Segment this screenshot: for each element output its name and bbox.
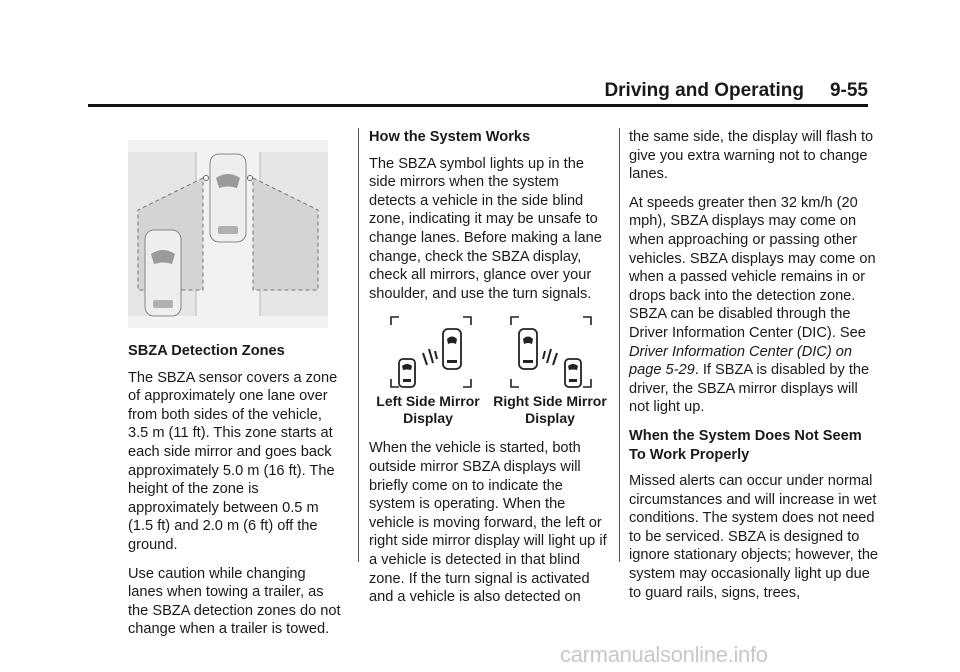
- adjacent-vehicle: [145, 230, 181, 316]
- right-mirror-symbol: [519, 329, 581, 387]
- mirror-display-illustration: [369, 313, 609, 395]
- sbza-zones-illustration: [128, 140, 328, 328]
- page-number: 9-55: [829, 80, 868, 101]
- paragraph: The SBZA sensor covers a zone of approximately one lane over from both sides of the vehicle, 3.5 m (11 ft). This zone starts at each side mirror and goes back approximately 5.0 m (16 ft). The height of the zone is approximately between 0.5 m (1.5 ft) and 2.0 m (6 ft) off the ground.: [128, 369, 338, 553]
- paragraph: When the vehicle is started, both outside mirror SBZA displays will briefly come on to indicate the system is operating. When the vehicle is moving forward, the left or right side mirror display will light up if a vehicle is detected in that blind zone. If the turn signal is activated and a vehicle is also detected on: [369, 440, 607, 606]
- display-captions: [369, 393, 609, 427]
- section-heading: How the System Works: [369, 129, 531, 145]
- section-heading: When the System Does Not Seem To Work Properly: [629, 427, 862, 463]
- paragraph: At speeds greater then 32 km/h (20 mph), SBZA displays may come on when approaching or passing other vehicles. SBZA displays may come on when a passed vehicle remains in or drops back into the detection zone. SBZA can be disabled through the Driver Information Center (DIC). See Driver Information Center (DIC) on page 5-29. If SBZA is disabled by the driver, the SBZA mirror displays will not light up.: [629, 194, 876, 416]
- paragraph: Use caution while changing lanes when towing a trailer, as the SBZA detection zones do not change when a trailer is towed.: [128, 565, 341, 638]
- page-header: [88, 80, 868, 106]
- column-2: [369, 128, 609, 617]
- figure-caption: SBZA Detection Zones: [128, 343, 285, 359]
- paragraph: Missed alerts can occur under normal circumstances and will increase in wet conditions. The system does not need to be serviced. SBZA is designed to ignore stationary objects; however, the system may occasionally light up due to guard rails, signs, trees,: [629, 473, 879, 601]
- column-1: [128, 128, 342, 649]
- host-vehicle: [204, 154, 253, 242]
- watermark: carmanualsonline.info: [560, 642, 768, 667]
- left-mirror-symbol: [399, 329, 461, 387]
- caption-right-mirror: Right Side Mirror Display: [493, 393, 607, 427]
- paragraph: The SBZA symbol lights up in the side mirrors when the system detects a vehicle in the side blind zone, indicating it may be unsafe to change lanes. Before making a lane change, check the SBZA display, check all mirrors, glance over your shoulder, and use the turn signals.: [369, 155, 602, 302]
- caption-left-mirror: Left Side Mirror Display: [376, 393, 480, 427]
- column-divider: [358, 128, 359, 562]
- section-title: Driving and Operating: [604, 80, 804, 101]
- cross-reference-link[interactable]: Driver Information Center (DIC) on page 5-29: [629, 343, 853, 379]
- column-3: [629, 128, 879, 612]
- paragraph: the same side, the display will flash to give you extra warning not to change lanes.: [629, 129, 874, 183]
- header-rule: [88, 104, 868, 107]
- column-divider: [619, 128, 620, 562]
